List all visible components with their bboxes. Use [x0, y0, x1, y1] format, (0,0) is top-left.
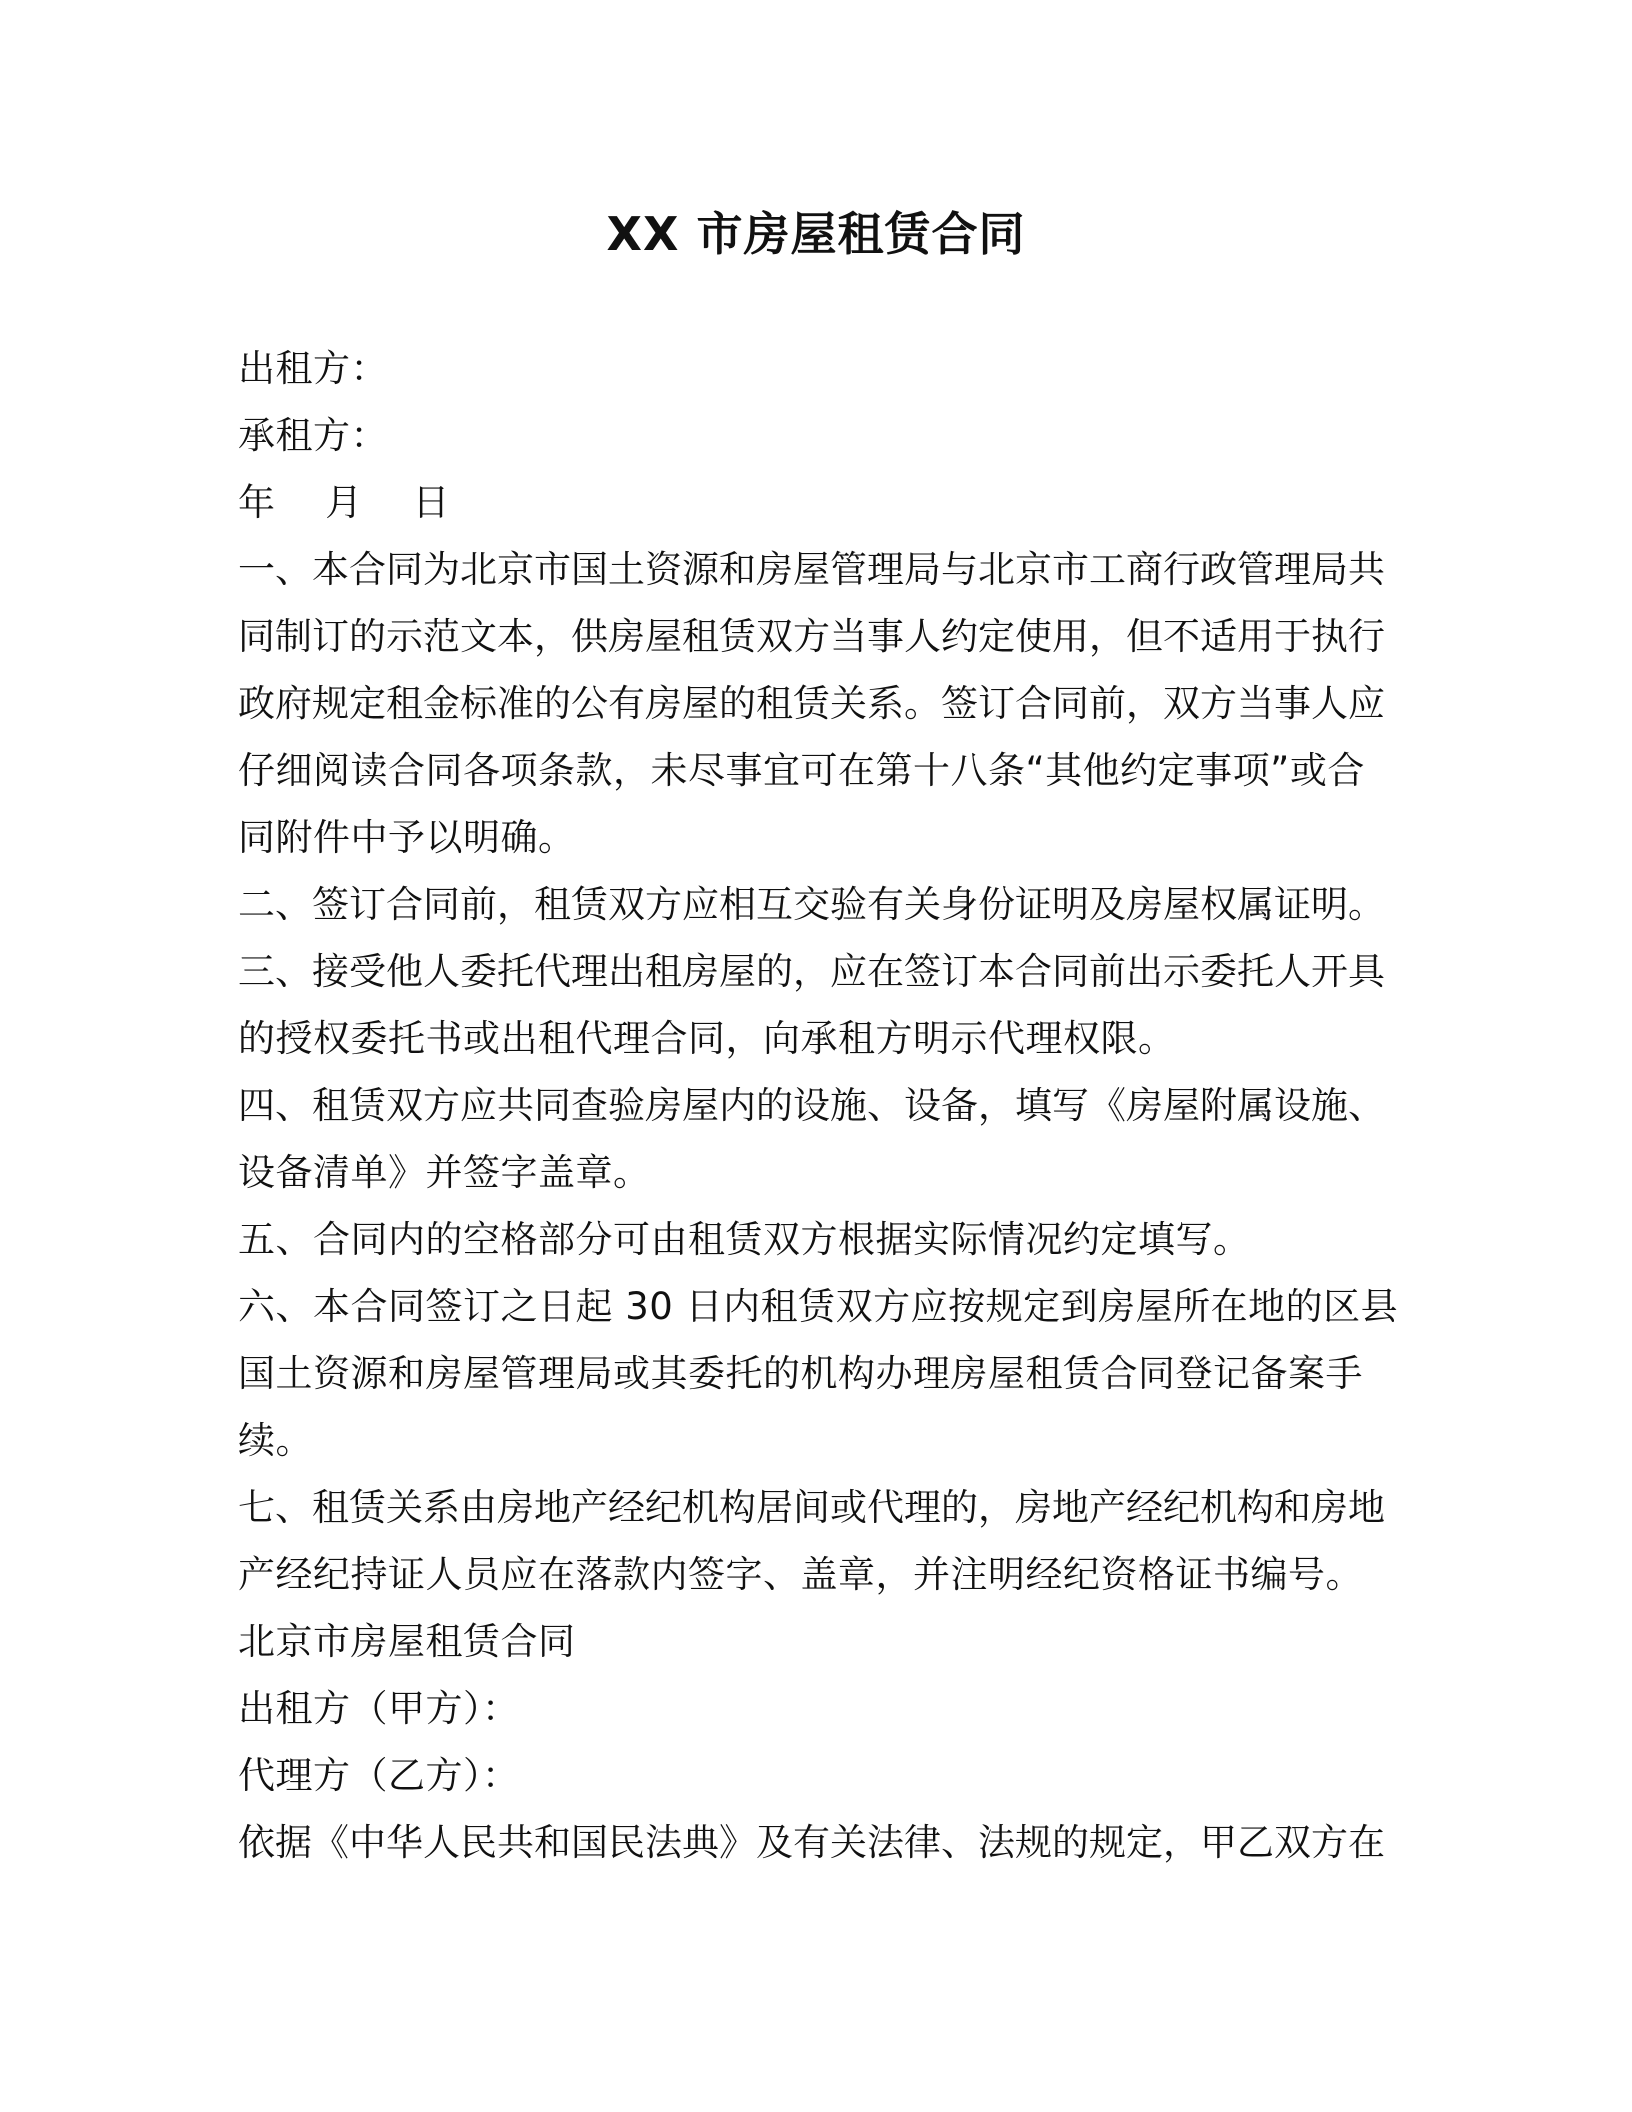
contract-subtitle: 北京市房屋租赁合同 [238, 1620, 576, 1663]
clause-2-line-1: 二、签订合同前，租赁双方应相互交验有关身份证明及房屋权属证明。 [238, 883, 1385, 926]
clause-1-line-3: 政府规定租金标准的公有房屋的租赁关系。签订合同前，双方当事人应 [238, 682, 1385, 725]
clause-1-line-4: 仔细阅读合同各项条款，未尽事宜可在第十八条“其他约定事项”或合 [238, 749, 1365, 792]
clause-3-line-2: 的授权委托书或出租代理合同，向承租方明示代理权限。 [238, 1017, 1176, 1060]
document-title: XX 市房屋租赁合同 [606, 207, 1026, 261]
clause-4-line-1: 四、租赁双方应共同查验房屋内的设施、设备，填写《房屋附属设施、 [238, 1084, 1385, 1127]
party-b-line: 代理方（乙方）： [238, 1754, 520, 1797]
clause-1-line-5: 同附件中予以明确。 [238, 816, 576, 859]
clause-7-line-1: 七、租赁关系由房地产经纪机构居间或代理的，房地产经纪机构和房地 [238, 1486, 1385, 1529]
clause-6-line-1: 六、本合同签订之日起 30 日内租赁双方应按规定到房屋所在地的区县 [238, 1285, 1399, 1328]
party-a-line: 出租方（甲方）： [238, 1687, 520, 1730]
clause-7-line-2: 产经纪持证人员应在落款内签字、盖章，并注明经纪资格证书编号。 [238, 1553, 1363, 1596]
clause-6-line-2: 国土资源和房屋管理局或其委托的机构办理房屋租赁合同登记备案手 [238, 1352, 1363, 1395]
clause-1-line-1: 一、本合同为北京市国土资源和房屋管理局与北京市工商行政管理局共 [238, 548, 1385, 591]
clause-4-line-2: 设备清单》并签字盖章。 [238, 1151, 651, 1194]
document-body [238, 335, 1398, 1876]
clause-1-line-2: 同制订的示范文本，供房屋租赁双方当事人约定使用，但不适用于执行 [238, 615, 1385, 658]
lessor-line: 出租方： [238, 347, 388, 390]
clause-6-line-3: 续。 [238, 1419, 313, 1462]
preamble-line-1: 依据《中华人民共和国民法典》及有关法律、法规的规定，甲乙双方在 [238, 1821, 1385, 1864]
date-line: 年 月 日 [238, 481, 451, 524]
lessee-line: 承租方： [238, 414, 388, 457]
clause-3-line-1: 三、接受他人委托代理出租房屋的，应在签订本合同前出示委托人开具 [238, 950, 1385, 993]
clause-5-line-1: 五、合同内的空格部分可由租赁双方根据实际情况约定填写。 [238, 1218, 1251, 1261]
